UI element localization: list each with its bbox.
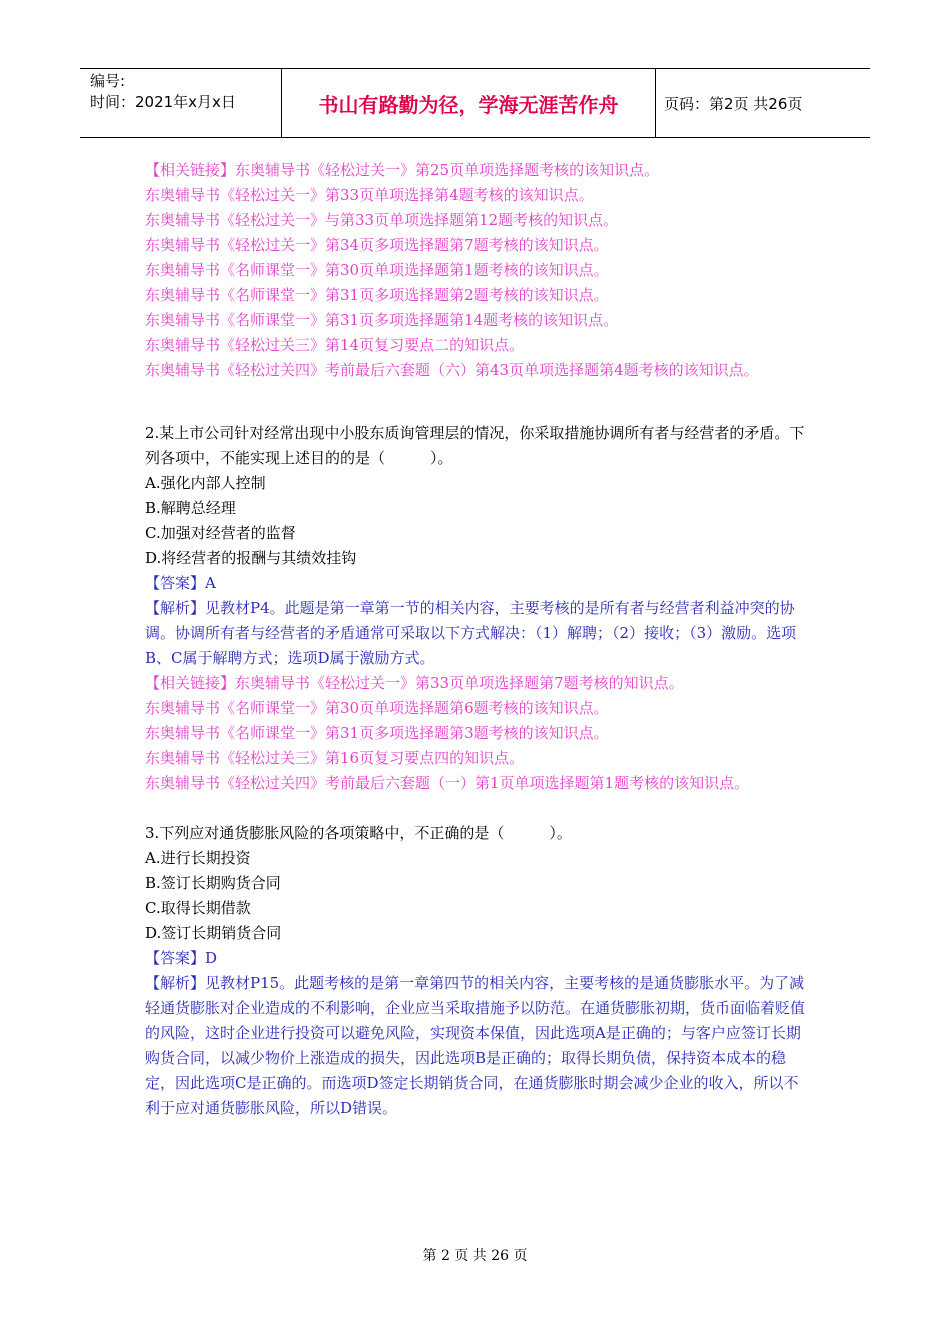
analysis: 【解析】见教材P15。此题考核的是第一章第四节的相关内容，主要考核的是通货膨胀水平。为了减轻通货膨胀对企业造成的不利影响，企业应当采取措施予以防范。在通货膨胀初期，货币面临着贬值的风险，这时企业进行投资可以避免风险，实现资本保值，因此选项A是正确的；与客户应签订长期购货合同，以减少物价上涨造成的损失，因此选项B是正确的；取得长期负债，保持资本成本的稳定，因此选项C是正确的。而选项D签定长期销货合同，在通货膨胀时期会减少企业的收入，所以不利于应对通货膨胀风险，所以D错误。	[145, 974, 806, 1117]
option-d: D.签订长期销货合同	[145, 924, 282, 942]
link-line: 东奥辅导书《轻松过关一》第34页多项选择题第7题考核的该知识点。	[145, 236, 609, 254]
link-line: 东奥辅导书《轻松过关四》考前最后六套题（一）第1页单项选择题第1题考核的该知识点。	[145, 774, 750, 792]
question-3	[145, 821, 810, 1121]
question-stem: 3.下列应对通货膨胀风险的各项策略中，不正确的是（ ）。	[145, 824, 572, 842]
link-line: 【相关链接】东奥辅导书《轻松过关一》第25页单项选择题考核的该知识点。	[145, 161, 660, 179]
option-a: A.强化内部人控制	[145, 474, 266, 492]
related-links-1	[145, 158, 810, 383]
page-header	[80, 68, 870, 138]
header-motto: 书山有路勤为径，学海无涯苦作舟	[282, 69, 656, 137]
link-line: 东奥辅导书《名师课堂一》第31页多项选择题第2题考核的该知识点。	[145, 286, 609, 304]
link-line: 东奥辅导书《名师课堂一》第30页单项选择题第6题考核的该知识点。	[145, 699, 609, 717]
header-page-info: 页码：第2页 共26页	[664, 94, 803, 113]
link-line: 东奥辅导书《轻松过关三》第16页复习要点四的知识点。	[145, 749, 525, 767]
option-b: B.解聘总经理	[145, 499, 236, 517]
answer: 【答案】A	[145, 574, 216, 592]
option-b: B.签订长期购货合同	[145, 874, 281, 892]
question-stem: 2.某上市公司针对经常出现中小股东质询管理层的情况，你采取措施协调所有者与经营者的矛盾。下列各项中，不能实现上述目的的是（ ）。	[145, 424, 805, 467]
option-d: D.将经营者的报酬与其绩效挂钩	[145, 549, 357, 567]
link-line: 东奥辅导书《名师课堂一》第31页多项选择题第14题考核的该知识点。	[145, 311, 619, 329]
option-a: A.进行长期投资	[145, 849, 251, 867]
code-label: 编号:	[90, 72, 126, 90]
page-footer: 第 2 页 共 26 页	[422, 1248, 528, 1264]
time-label: 时间：2021年x月x日	[90, 93, 236, 111]
analysis: 【解析】见教材P4。此题是第一章第一节的相关内容，主要考核的是所有者与经营者利益冲突的协调。协调所有者与经营者的矛盾通常可采取以下方式解决：（1）解聘；（2）接收；（3）激励。选项B、C属于解聘方式；选项D属于激励方式。	[145, 599, 797, 667]
link-line: 【相关链接】东奥辅导书《轻松过关一》第33页单项选择题第7题考核的知识点。	[145, 674, 684, 692]
link-line: 东奥辅导书《轻松过关四》考前最后六套题（六）第43页单项选择题第4题考核的该知识点。	[145, 361, 759, 379]
option-c: C.加强对经营者的监督	[145, 524, 296, 542]
link-line: 东奥辅导书《轻松过关一》与第33页单项选择题第12题考核的知识点。	[145, 211, 619, 229]
document-body	[145, 158, 810, 1121]
link-line: 东奥辅导书《名师课堂一》第31页多项选择题第3题考核的该知识点。	[145, 724, 609, 742]
header-meta	[80, 69, 282, 137]
link-line: 东奥辅导书《轻松过关三》第14页复习要点二的知识点。	[145, 336, 525, 354]
question-2	[145, 421, 810, 796]
option-c: C.取得长期借款	[145, 899, 251, 917]
answer: 【答案】D	[145, 949, 218, 967]
link-line: 东奥辅导书《轻松过关一》第33页单项选择第4题考核的该知识点。	[145, 186, 594, 204]
link-line: 东奥辅导书《名师课堂一》第30页单项选择题第1题考核的该知识点。	[145, 261, 609, 279]
